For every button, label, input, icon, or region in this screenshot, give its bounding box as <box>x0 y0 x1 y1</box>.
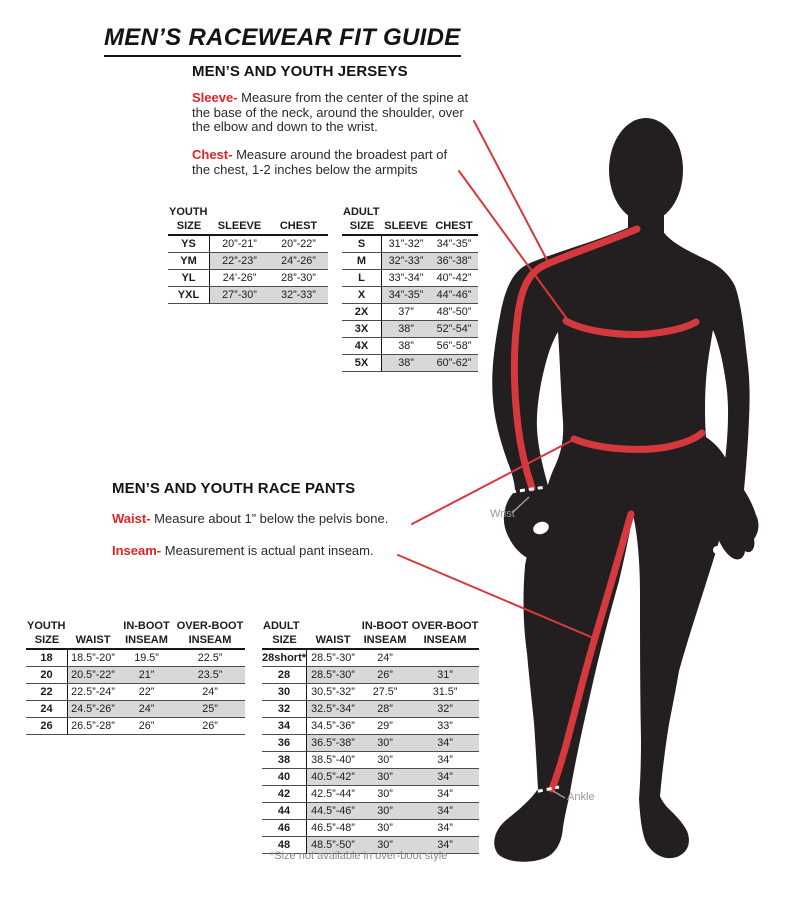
table-value-cell: 40”-42” <box>430 270 478 287</box>
table-header-cell: INSEAM <box>411 633 479 650</box>
table-size-cell: 26 <box>26 718 68 735</box>
table-size-cell: 28short* <box>262 650 307 667</box>
table-value-cell: 30” <box>359 752 411 769</box>
table-header-cell: OVER-BOOT <box>176 620 244 632</box>
table-size-cell: 22 <box>26 684 68 701</box>
table-size-cell: 20 <box>26 667 68 684</box>
table-value-cell: 34” <box>411 752 479 769</box>
jerseys-section-heading: MEN’S AND YOUTH JERSEYS <box>192 63 408 80</box>
table-value-cell: 34” <box>411 735 479 752</box>
table-value-cell: 18.5”-20” <box>68 650 118 667</box>
table-group-label: ADULT <box>343 206 380 218</box>
inseam-instructions <box>112 544 374 559</box>
table-header-cell: WAIST <box>68 633 118 650</box>
table-value-cell: 31.5” <box>411 684 479 701</box>
table-size-cell: 5X <box>342 355 382 372</box>
table-size-cell: 44 <box>262 803 307 820</box>
table-value-cell: 38” <box>382 355 430 372</box>
table-header-cell <box>68 619 118 633</box>
table-value-cell: 21” <box>118 667 175 684</box>
table-header-cell: SIZE <box>26 633 68 650</box>
table-value-cell: 24” <box>359 650 411 667</box>
waist-term-label: Waist- <box>112 511 151 526</box>
table-size-cell: S <box>342 236 382 253</box>
table-size-cell: 38 <box>262 752 307 769</box>
table-value-cell: 24” <box>118 701 175 718</box>
table-value-cell: 28”-30” <box>269 270 328 287</box>
table-value-cell: 20”-22” <box>269 236 328 253</box>
table-group-label: YOUTH <box>169 206 208 218</box>
table-size-cell: L <box>342 270 382 287</box>
table-size-cell: 32 <box>262 701 307 718</box>
table-value-cell: 22.5” <box>175 650 245 667</box>
table-value-cell: 22” <box>118 684 175 701</box>
sleeve-instruction-text: Measure from the center of the spine at the base of the neck, around the shoulder, over the elbow and down to the wrist. <box>192 90 469 135</box>
table-size-cell: YM <box>168 253 210 270</box>
page-title: MEN’S RACEWEAR FIT GUIDE <box>104 24 461 57</box>
table-value-cell: 25” <box>175 701 245 718</box>
table-size-cell: 34 <box>262 718 307 735</box>
table-value-cell: 30” <box>359 837 411 854</box>
table-value-cell: 30” <box>359 769 411 786</box>
table-header-cell: OVER-BOOT <box>411 620 479 632</box>
table-value-cell <box>411 650 479 667</box>
adult-jersey-size-table <box>342 205 478 372</box>
table-value-cell: 26” <box>175 718 245 735</box>
table-value-cell: 22.5”-24” <box>68 684 118 701</box>
table-header-cell: INSEAM <box>118 633 175 650</box>
table-value-cell: 60”-62” <box>430 355 478 372</box>
waist-instruction-text: Measure about 1” below the pelvis bone. <box>154 511 389 526</box>
table-size-cell: 24 <box>26 701 68 718</box>
table-value-cell: 34” <box>411 820 479 837</box>
table-header-cell: IN-BOOT <box>361 620 409 632</box>
table-value-cell: 24”-26” <box>269 253 328 270</box>
sleeve-term-label: Sleeve- <box>192 90 238 105</box>
inseam-term-label: Inseam- <box>112 543 162 558</box>
table-size-cell: 4X <box>342 338 382 355</box>
table-value-cell: 40.5”-42” <box>307 769 359 786</box>
table-size-cell: 2X <box>342 304 382 321</box>
table-value-cell: 22”-23” <box>210 253 269 270</box>
table-value-cell: 37” <box>382 304 430 321</box>
size-footnote: *Size not available in over-boot style <box>270 850 448 862</box>
table-size-cell: 46 <box>262 820 307 837</box>
chest-instructions <box>192 148 458 177</box>
table-value-cell: 26” <box>359 667 411 684</box>
table-group-label: ADULT <box>263 620 300 632</box>
wrist-label: Wrist <box>490 508 515 520</box>
table-value-cell: 34” <box>411 803 479 820</box>
chest-instruction-text: Measure around the broadest part of the chest, 1-2 inches below the armpits <box>192 147 448 177</box>
adult-pants-size-table <box>262 619 479 854</box>
table-group-label: YOUTH <box>27 620 66 632</box>
table-value-cell: 38” <box>382 338 430 355</box>
table-value-cell: 26” <box>118 718 175 735</box>
table-header-cell: WAIST <box>307 633 359 650</box>
table-header-cell: CHEST <box>430 219 478 236</box>
pants-section-heading: MEN’S AND YOUTH RACE PANTS <box>112 480 356 497</box>
table-value-cell: 44.5”-46” <box>307 803 359 820</box>
table-header-cell <box>382 205 430 219</box>
youth-jersey-size-table <box>168 205 328 304</box>
table-header-cell <box>307 619 359 633</box>
table-header-cell <box>269 205 328 219</box>
table-header-cell: INSEAM <box>175 633 245 650</box>
table-size-cell: YXL <box>168 287 210 304</box>
table-value-cell: 30” <box>359 803 411 820</box>
table-value-cell: 34” <box>411 786 479 803</box>
table-value-cell: 32.5”-34” <box>307 701 359 718</box>
right-fist-gap <box>713 546 721 554</box>
table-value-cell: 27”-30” <box>210 287 269 304</box>
table-size-cell: 36 <box>262 735 307 752</box>
table-value-cell: 26.5”-28” <box>68 718 118 735</box>
table-value-cell: 31”-32” <box>382 236 430 253</box>
chest-term-label: Chest- <box>192 147 233 162</box>
table-header-cell: CHEST <box>269 219 328 236</box>
table-value-cell: 44”-46” <box>430 287 478 304</box>
table-header-cell: IN-BOOT <box>123 620 170 632</box>
table-header-cell: INSEAM <box>359 633 411 650</box>
table-header-cell: SLEEVE <box>210 219 269 236</box>
table-value-cell: 36.5”-38” <box>307 735 359 752</box>
table-value-cell: 32”-33” <box>269 287 328 304</box>
table-value-cell: 52”-54” <box>430 321 478 338</box>
inseam-instruction-text: Measurement is actual pant inseam. <box>164 543 374 558</box>
table-size-cell: 18 <box>26 650 68 667</box>
table-value-cell: 48”-50” <box>430 304 478 321</box>
table-size-cell: YL <box>168 270 210 287</box>
table-value-cell: 31” <box>411 667 479 684</box>
table-value-cell: 30” <box>359 820 411 837</box>
table-value-cell: 46.5”-48” <box>307 820 359 837</box>
table-value-cell: 27.5” <box>359 684 411 701</box>
table-value-cell: 38.5”-40” <box>307 752 359 769</box>
table-size-cell: 48 <box>262 837 307 854</box>
table-size-cell: 28 <box>262 667 307 684</box>
table-value-cell: 28.5”-30” <box>307 650 359 667</box>
table-value-cell: 42.5”-44” <box>307 786 359 803</box>
table-size-cell: 30 <box>262 684 307 701</box>
table-header-cell: SIZE <box>168 219 210 236</box>
table-size-cell: X <box>342 287 382 304</box>
table-size-cell: 40 <box>262 769 307 786</box>
table-value-cell: 24.5”-26” <box>68 701 118 718</box>
table-value-cell: 48.5”-50” <box>307 837 359 854</box>
table-value-cell: 30” <box>359 786 411 803</box>
table-size-cell: 42 <box>262 786 307 803</box>
table-header-cell: SIZE <box>262 633 307 650</box>
table-value-cell: 34” <box>411 769 479 786</box>
table-header-cell <box>210 205 269 219</box>
table-size-cell: YS <box>168 236 210 253</box>
table-value-cell: 28” <box>359 701 411 718</box>
table-value-cell: 56”-58” <box>430 338 478 355</box>
table-value-cell: 33” <box>411 718 479 735</box>
table-header-cell: SIZE <box>342 219 382 236</box>
ankle-label: Ankle <box>567 791 595 803</box>
table-value-cell: 24” <box>175 684 245 701</box>
table-value-cell: 34” <box>411 837 479 854</box>
table-value-cell: 28.5”-30” <box>307 667 359 684</box>
table-value-cell: 36”-38” <box>430 253 478 270</box>
table-value-cell: 33”-34” <box>382 270 430 287</box>
table-value-cell: 23.5” <box>175 667 245 684</box>
table-value-cell: 30” <box>359 735 411 752</box>
table-header-cell: SLEEVE <box>382 219 430 236</box>
waist-instructions <box>112 512 388 527</box>
table-value-cell: 19.5” <box>118 650 175 667</box>
table-value-cell: 34.5”-36” <box>307 718 359 735</box>
table-size-cell: M <box>342 253 382 270</box>
table-value-cell: 34”-35” <box>430 236 478 253</box>
table-value-cell: 38” <box>382 321 430 338</box>
table-value-cell: 20.5”-22” <box>68 667 118 684</box>
table-value-cell: 30.5”-32” <box>307 684 359 701</box>
table-value-cell: 29” <box>359 718 411 735</box>
table-value-cell: 32”-33” <box>382 253 430 270</box>
youth-pants-size-table <box>26 619 245 735</box>
table-size-cell: 3X <box>342 321 382 338</box>
table-value-cell: 24’-26” <box>210 270 269 287</box>
table-header-cell <box>430 205 478 219</box>
table-value-cell: 32” <box>411 701 479 718</box>
table-value-cell: 20”-21” <box>210 236 269 253</box>
sleeve-instructions <box>192 91 474 135</box>
table-value-cell: 34”-35” <box>382 287 430 304</box>
